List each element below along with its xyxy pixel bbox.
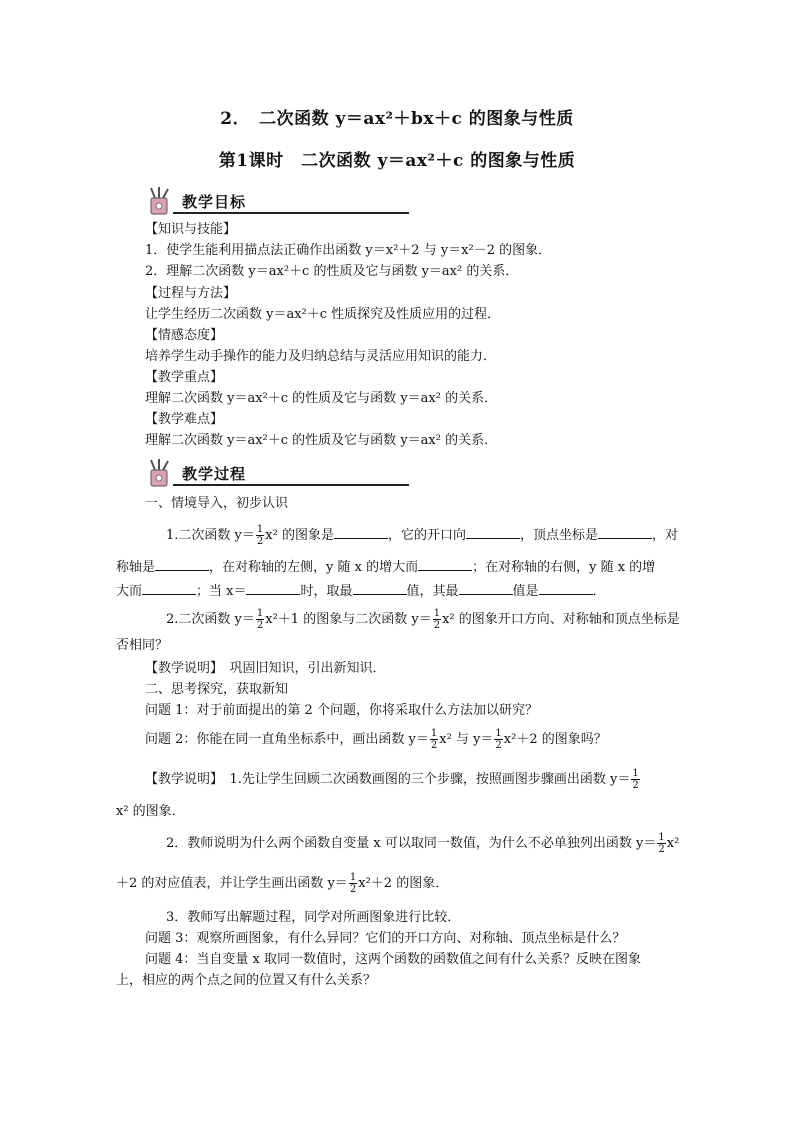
fill-blank [539, 580, 593, 595]
question-1-line-2: 称轴是 ，在对称轴的左侧，y 随 x 的增大而 ；在对称轴的右侧，y 随 x 的增 [116, 556, 655, 578]
lesson-subtitle: 第1课时 二次函数 y＝ax²＋c 的图象与性质 [218, 151, 576, 171]
fraction-half: $\frac{1}{2}$ [349, 872, 357, 895]
problem-4-line-1: 问题 4：当自变量 x 取同一数值时，这两个函数的函数值之间有什么关系？反映在图象 [145, 952, 642, 967]
fraction-half: $\frac{1}{2}$ [256, 524, 264, 547]
process-stage-2: 二、思考探究，获取新知 [145, 682, 289, 697]
fraction-half: $\frac{1}{2}$ [495, 728, 502, 751]
goals-heading-difficulty: 【教学难点】 [145, 412, 224, 427]
fill-blank [598, 524, 652, 539]
fraction-half: $\frac{1}{2}$ [430, 728, 438, 751]
goals-line: 理解二次函数 y＝ax²＋c 的性质及它与函数 y＝ax² 的关系． [145, 433, 498, 448]
teaching-note-2-line-2: x² 的图象． [116, 804, 185, 819]
goals-heading-knowledge: 【知识与技能】 [145, 222, 237, 237]
process-stage-1: 一、情境导入，初步认识 [145, 496, 289, 511]
goals-heading-method: 【过程与方法】 [145, 286, 237, 301]
question-1-line-3: 大而 ；当 x＝ 时，取最 值，其最 值是 ． [116, 580, 606, 602]
fill-blank [459, 580, 513, 595]
goals-heading-key-point: 【教学重点】 [145, 370, 224, 385]
teaching-note-1: 【教学说明】 巩固旧知识，引出新知识． [145, 661, 386, 676]
problem-2: 问题 2：你能在同一直角坐标系中，画出函数 y＝ $\frac{1}{2}$ x² 与 y＝ $\frac{1}{2}$ x²＋2 的图象吗？ [145, 728, 607, 751]
fill-blank [334, 524, 388, 539]
fill-blank [246, 580, 300, 595]
fill-blank [466, 524, 520, 539]
teaching-note-2-line-1: 【教学说明】 1.先让学生回顾二次函数画图的三个步骤，按照画图步骤画出函数 y＝ $\frac{1}{2}$ [145, 768, 639, 791]
problem-3: 问题 3：观察所画图象，有什么异同？它们的开口方向、对称轴、顶点坐标是什么？ [145, 931, 626, 946]
fraction-half: $\frac{1}{2}$ [658, 832, 665, 855]
teaching-note-3-line-2: ＋2 的对应值表，并让学生画出函数 y＝ $\frac{1}{2}$ x²＋2 的图象． [116, 872, 449, 895]
section-header-goals [145, 186, 275, 218]
fraction-half: $\frac{1}{2}$ [256, 608, 264, 631]
fill-blank [353, 580, 407, 595]
lesson-title: 2． 二次函数 y＝ax²＋bx＋c 的图象与性质 [220, 109, 574, 129]
goals-line: 培养学生动手操作的能力及归纳总结与灵活应用知识的能力． [145, 349, 497, 364]
section-label: 教学过程 [182, 465, 247, 483]
section-underline [173, 484, 409, 486]
fill-blank [418, 556, 472, 571]
question-1-line-1: 1.二次函数 y＝ $\frac{1}{2}$ x² 的图象是 ，它的开口向 ，顶点坐标是 ，对 [166, 524, 678, 547]
goals-heading-attitude: 【情感态度】 [145, 328, 224, 343]
section-underline [173, 212, 409, 214]
fill-blank [142, 580, 196, 595]
fraction-half: $\frac{1}{2}$ [632, 768, 639, 791]
problem-4-line-2: 上，相应的两个点之间的位置又有什么关系？ [116, 973, 377, 988]
teaching-note-4: 3．教师写出解题过程，同学对所画图象进行比较． [166, 910, 461, 925]
section-label: 教学目标 [182, 193, 247, 211]
problem-1: 问题 1：对于前面提出的第 2 个问题，你将采取什么方法加以研究？ [145, 703, 538, 718]
fraction-half: $\frac{1}{2}$ [433, 608, 441, 631]
goals-line: 2．理解二次函数 y＝ax²＋c 的性质及它与函数 y＝ax² 的关系． [145, 264, 519, 279]
fill-blank [155, 556, 209, 571]
goals-line: 理解二次函数 y＝ax²＋c 的性质及它与函数 y＝ax² 的关系． [145, 391, 498, 406]
teaching-note-3-line-1: 2．教师说明为什么两个函数自变量 x 可以取同一数值，为什么不必单独列出函数 y＝ $\frac{1}{2}$ x² [166, 832, 680, 855]
question-2-line-1: 2.二次函数 y＝ $\frac{1}{2}$ x²＋1 的图象与二次函数 y＝ $\frac{1}{2}$ x² 的图象开口方向、对称轴和顶点坐标是 [166, 608, 680, 631]
section-header-process [145, 458, 275, 490]
goals-line: 让学生经历二次函数 y＝ax²＋c 性质探究及性质应用的过程． [145, 307, 501, 322]
goals-line: 1．使学生能利用描点法正确作出函数 y＝x²＋2 与 y＝x²－2 的图象． [145, 243, 552, 258]
question-2-line-2: 否相同？ [116, 638, 169, 653]
